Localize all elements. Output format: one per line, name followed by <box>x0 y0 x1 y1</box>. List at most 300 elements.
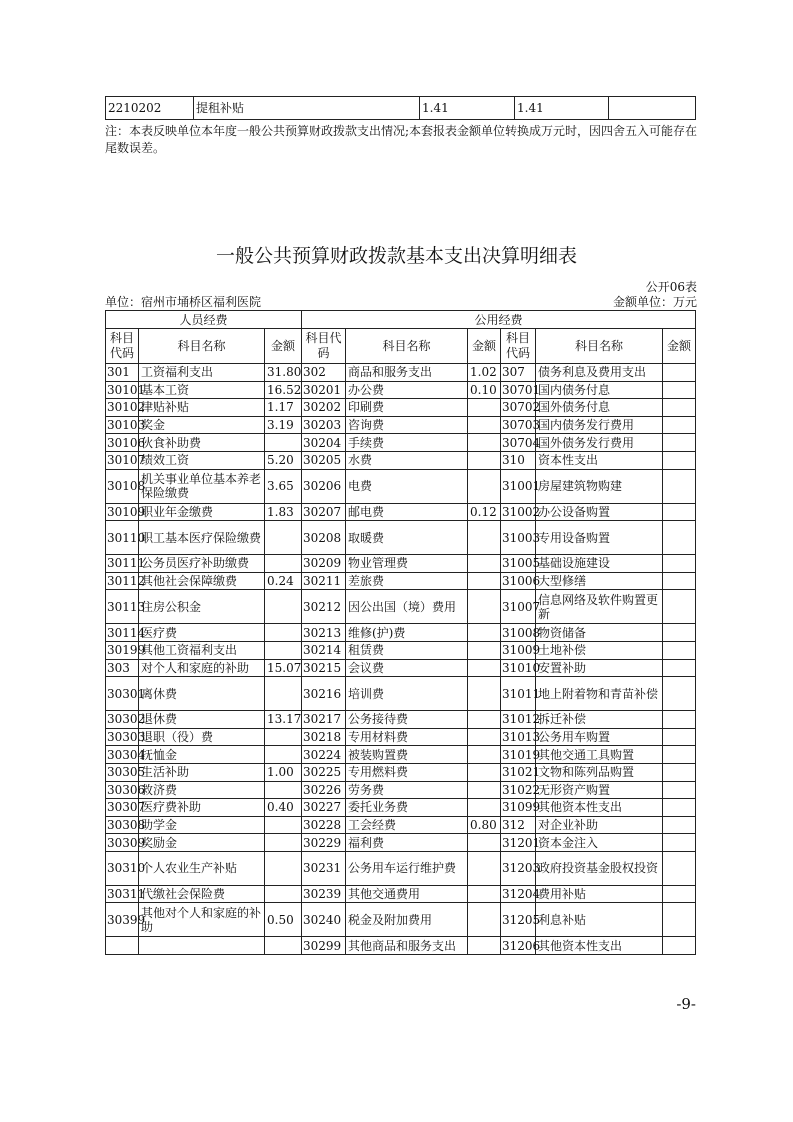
header-amount: 金额 <box>265 329 302 364</box>
cell-amount <box>468 711 501 729</box>
cell-name: 医疗费补助 <box>139 799 265 817</box>
cell-amount <box>663 851 696 885</box>
cell-name: 救济费 <box>139 781 265 799</box>
cell-amount <box>663 816 696 834</box>
cell-code: 31006 <box>502 574 541 589</box>
cell-name: 助学金 <box>139 816 265 834</box>
table-row <box>106 572 696 590</box>
cell-code: 30307 <box>107 800 146 815</box>
cell-code: 30228 <box>302 816 346 834</box>
cell-amount: 0.40 <box>265 799 302 817</box>
header-name: 科目名称 <box>346 329 468 364</box>
table-row <box>106 364 696 382</box>
cell-code: 31002 <box>502 504 541 519</box>
cell-code <box>106 937 139 955</box>
cell-code: 30703 <box>502 418 541 433</box>
cell-amount <box>663 399 696 417</box>
cell-code: 30701 <box>502 382 541 397</box>
cell-amount <box>663 469 696 503</box>
cell-amount <box>468 834 501 852</box>
table-row <box>106 555 696 573</box>
cell-amount: 1.83 <box>265 503 302 521</box>
cell-amount <box>663 677 696 711</box>
header-code: 科目代码 <box>501 329 536 364</box>
cell-code: 30224 <box>302 746 346 764</box>
unit-label: 单位：宿州市埇桥区福利医院 <box>105 295 262 309</box>
cell-amount <box>265 434 302 452</box>
cell-amount <box>265 677 302 711</box>
cell-amount <box>468 555 501 573</box>
cell-code: 30306 <box>107 782 146 797</box>
cell-code: 30227 <box>302 799 346 817</box>
cell-amount <box>663 364 696 382</box>
cell-code: 30112 <box>107 574 146 589</box>
cell-code: 30304 <box>107 747 146 762</box>
table-row <box>106 641 696 659</box>
cell-code: 30217 <box>302 711 346 729</box>
cell-code: 303 <box>106 659 139 677</box>
cell-code: 30201 <box>302 381 346 399</box>
cell-code: 30209 <box>302 555 346 573</box>
cell-amount <box>468 851 501 885</box>
cell-amount <box>663 746 696 764</box>
cell-name: 电费 <box>346 469 468 503</box>
cell-code: 30108 <box>106 469 139 503</box>
cell-col3: 1.41 <box>420 97 515 120</box>
cell-amount: 3.19 <box>265 416 302 434</box>
cell-amount: 3.65 <box>265 469 302 503</box>
cell-name: 公务用车购置 <box>536 728 663 746</box>
header-amount: 金额 <box>663 329 696 364</box>
cell-amount <box>663 503 696 521</box>
cell-amount <box>663 937 696 955</box>
table-row <box>106 746 696 764</box>
cell-name <box>139 937 265 955</box>
cell-code: 31013 <box>502 730 541 745</box>
cell-code: 30240 <box>302 903 346 937</box>
table-row <box>106 903 696 937</box>
cell-code: 31011 <box>501 677 536 711</box>
header-name: 科目名称 <box>139 329 265 364</box>
header-name: 科目名称 <box>536 329 663 364</box>
cell-amount <box>663 763 696 781</box>
cell-amount <box>468 746 501 764</box>
cell-name: 费用补贴 <box>536 885 663 903</box>
cell-amount <box>265 885 302 903</box>
cell-amount <box>663 624 696 642</box>
cell-name: 公务员医疗补助缴费 <box>139 555 265 573</box>
cell-code: 30301 <box>106 677 139 711</box>
cell-code: 30399 <box>106 903 139 937</box>
cell-name: 其他交通工具购置 <box>536 746 663 764</box>
cell-name: 利息补贴 <box>536 903 663 937</box>
table-row <box>106 434 696 452</box>
cell-amount: 5.20 <box>265 451 302 469</box>
cell-name: 办公费 <box>346 381 468 399</box>
cell-name: 税金及附加费用 <box>346 903 468 937</box>
cell-code: 301 <box>106 364 139 382</box>
cell-code: 30207 <box>302 503 346 521</box>
cell-amount: 15.07 <box>265 659 302 677</box>
cell-code: 31204 <box>502 887 541 902</box>
cell-amount <box>265 624 302 642</box>
cell-amount <box>663 728 696 746</box>
cell-name: 差旅费 <box>346 572 468 590</box>
cell-amount <box>663 572 696 590</box>
cell-amount <box>663 711 696 729</box>
cell-amount <box>265 555 302 573</box>
cell-name: 国外债务发行费用 <box>536 434 663 452</box>
table-row <box>106 711 696 729</box>
cell-code: 310 <box>501 451 536 469</box>
cell-code: 31203 <box>501 851 536 885</box>
cell-code: 30214 <box>302 641 346 659</box>
cell-code: 30111 <box>107 556 146 571</box>
cell-name: 医疗费 <box>139 624 265 642</box>
cell-name: 委托业务费 <box>346 799 468 817</box>
cell-amount <box>468 885 501 903</box>
header-amount: 金额 <box>468 329 501 364</box>
cell-name: 维修(护)费 <box>346 624 468 642</box>
cell-amount <box>468 659 501 677</box>
cell-amount <box>468 521 501 555</box>
table-row <box>106 451 696 469</box>
cell-code: 30203 <box>302 416 346 434</box>
cell-code: 30204 <box>302 434 346 452</box>
cell-name: 租赁费 <box>346 641 468 659</box>
cell-amount <box>468 572 501 590</box>
cell-name: 其他交通费用 <box>346 885 468 903</box>
cell-name: 公务用车运行维护费 <box>346 851 468 885</box>
cell-name: 手续费 <box>346 434 468 452</box>
page-title: 一般公共预算财政拨款基本支出决算明细表 <box>215 245 577 267</box>
form-number: 公开06表 <box>645 280 697 294</box>
cell-code: 31001 <box>501 469 536 503</box>
cell-name: 公务接待费 <box>346 711 468 729</box>
table-row <box>106 503 696 521</box>
cell-name: 房屋建筑物购建 <box>536 469 663 503</box>
cell-amount <box>663 521 696 555</box>
cell-amount <box>663 381 696 399</box>
cell-name: 其他社会保障缴费 <box>139 572 265 590</box>
cell-code: 30211 <box>302 572 346 590</box>
cell-amount <box>468 937 501 955</box>
cell-code: 30215 <box>302 659 346 677</box>
cell-name: 培训费 <box>346 677 468 711</box>
table-row <box>106 885 696 903</box>
cell-code: 30308 <box>107 817 146 832</box>
page-number: -9- <box>676 995 696 1013</box>
cell-name: 职工基本医疗保险缴费 <box>139 521 265 555</box>
table-row <box>106 659 696 677</box>
cell-amount <box>663 659 696 677</box>
cell-amount <box>265 816 302 834</box>
cell-name: 退职（役）费 <box>139 728 265 746</box>
cell-amount <box>468 624 501 642</box>
cell-code: 31205 <box>501 903 536 937</box>
cell-name: 物业管理费 <box>346 555 468 573</box>
cell-amount <box>663 416 696 434</box>
cell-code: 30113 <box>106 590 139 624</box>
cell-code: 30114 <box>107 625 146 640</box>
cell-name: 专用设备购置 <box>536 521 663 555</box>
cell-code: 31019 <box>502 747 541 762</box>
expenditure-detail-table <box>105 310 696 955</box>
cell-amount <box>468 434 501 452</box>
cell-name: 其他工资福利支出 <box>139 641 265 659</box>
cell-code: 31007 <box>501 590 536 624</box>
cell-name: 国外债务付息 <box>536 399 663 417</box>
table-row <box>106 816 696 834</box>
cell-code: 30239 <box>302 885 346 903</box>
cell-amount <box>265 834 302 852</box>
cell-name: 抚恤金 <box>139 746 265 764</box>
cell-amount: 31.80 <box>265 364 302 382</box>
cell-amount <box>265 746 302 764</box>
table-row <box>106 399 696 417</box>
cell-code: 30311 <box>107 887 146 902</box>
cell-amount: 0.12 <box>468 503 501 521</box>
cell-amount <box>663 434 696 452</box>
amount-unit-label: 金额单位：万元 <box>612 295 697 309</box>
cell-amount: 0.50 <box>265 903 302 937</box>
cell-amount <box>663 555 696 573</box>
cell-name: 工会经费 <box>346 816 468 834</box>
cell-code: 30302 <box>107 712 146 727</box>
cell-amount <box>468 416 501 434</box>
cell-code: 30702 <box>502 400 541 415</box>
cell-code: 30106 <box>107 435 146 450</box>
cell-amount <box>468 781 501 799</box>
cell-name: 对企业补助 <box>536 816 663 834</box>
cell-code: 30103 <box>107 418 146 433</box>
cell-name: 个人农业生产补贴 <box>139 851 265 885</box>
cell-code: 30199 <box>107 643 146 658</box>
cell-name: 信息网络及软件购置更新 <box>536 590 663 624</box>
cell-col4: 1.41 <box>515 97 609 120</box>
cell-name: 物资储备 <box>536 624 663 642</box>
cell-code: 31206 <box>502 938 541 953</box>
cell-amount: 1.02 <box>468 364 501 382</box>
cell-code: 30102 <box>107 400 146 415</box>
cell-name: 取暖费 <box>346 521 468 555</box>
cell-amount <box>468 903 501 937</box>
table-row <box>106 381 696 399</box>
cell-code: 31005 <box>502 556 541 571</box>
table-row <box>106 851 696 885</box>
cell-amount <box>265 641 302 659</box>
cell-code: 31022 <box>502 782 541 797</box>
cell-amount <box>663 885 696 903</box>
cell-code: 30110 <box>106 521 139 555</box>
table-row <box>106 834 696 852</box>
cell-name: 伙食补助费 <box>139 434 265 452</box>
table-row <box>106 624 696 642</box>
cell-code: 30225 <box>302 763 346 781</box>
cell-code: 31021 <box>502 765 541 780</box>
cell-amount <box>265 781 302 799</box>
table-row <box>106 799 696 817</box>
cell-name: 资本金注入 <box>536 834 663 852</box>
cell-amount: 16.52 <box>265 381 302 399</box>
cell-amount <box>663 834 696 852</box>
cell-amount <box>663 781 696 799</box>
table-row <box>106 590 696 624</box>
cell-code: 30206 <box>302 469 346 503</box>
cell-name: 退休费 <box>139 711 265 729</box>
table-note: 注：本表反映单位本年度一般公共预算财政拨款支出情况;本套报表金额单位转换成万元时，因四舍五入可能存在尾数误差。 <box>105 124 698 155</box>
cell-name: 住房公积金 <box>139 590 265 624</box>
cell-name: 其他资本性支出 <box>536 937 663 955</box>
cell-name: 专用材料费 <box>346 728 468 746</box>
cell-code: 30226 <box>302 781 346 799</box>
cell-amount <box>468 799 501 817</box>
cell-code: 30231 <box>302 851 346 885</box>
cell-name: 代缴社会保险费 <box>139 885 265 903</box>
cell-code: 30305 <box>107 765 146 780</box>
cell-col5 <box>609 97 696 120</box>
cell-name: 基本工资 <box>139 381 265 399</box>
cell-name: 商品和服务支出 <box>346 364 468 382</box>
cell-code: 30216 <box>302 677 346 711</box>
cell-name: 地上附着物和青苗补偿 <box>536 677 663 711</box>
table-row <box>106 937 696 955</box>
cell-name: 会议费 <box>346 659 468 677</box>
cell-code: 30205 <box>302 451 346 469</box>
cell-amount <box>468 399 501 417</box>
cell-name: 印刷费 <box>346 399 468 417</box>
cell-amount <box>663 903 696 937</box>
cell-code: 307 <box>501 364 536 382</box>
cell-amount <box>663 641 696 659</box>
cell-name: 拆迁补偿 <box>536 711 663 729</box>
header-code: 科目代码 <box>106 329 139 364</box>
cell-code: 30303 <box>107 730 146 745</box>
cell-name: 办公设备购置 <box>536 503 663 521</box>
previous-table-tail <box>105 96 696 120</box>
cell-name: 政府投资基金股权投资 <box>536 851 663 885</box>
cell-name: 工资福利支出 <box>139 364 265 382</box>
cell-name: 邮电费 <box>346 503 468 521</box>
table-row <box>106 781 696 799</box>
table-row <box>106 97 696 120</box>
cell-name: 生活补助 <box>139 763 265 781</box>
cell-code: 30309 <box>107 835 146 850</box>
cell-amount: 0.10 <box>468 381 501 399</box>
cell-amount <box>468 451 501 469</box>
table-row <box>106 677 696 711</box>
cell-amount <box>265 851 302 885</box>
cell-name: 劳务费 <box>346 781 468 799</box>
cell-code: 31009 <box>502 643 541 658</box>
cell-name: 津贴补贴 <box>139 399 265 417</box>
cell-code: 30213 <box>302 624 346 642</box>
table-row <box>106 763 696 781</box>
cell-amount <box>468 677 501 711</box>
cell-name: 无形资产购置 <box>536 781 663 799</box>
cell-name: 奖金 <box>139 416 265 434</box>
cell-code: 31099 <box>502 800 541 815</box>
cell-code: 31003 <box>501 521 536 555</box>
cell-code: 30101 <box>107 382 146 397</box>
cell-amount: 1.17 <box>265 399 302 417</box>
cell-code: 31008 <box>502 625 541 640</box>
cell-code: 302 <box>302 364 346 382</box>
cell-name: 职业年金缴费 <box>139 503 265 521</box>
cell-code: 312 <box>501 816 536 834</box>
cell-name: 水费 <box>346 451 468 469</box>
cell-amount <box>468 641 501 659</box>
cell-code: 30208 <box>302 521 346 555</box>
table-row <box>106 728 696 746</box>
cell-name: 因公出国（境）费用 <box>346 590 468 624</box>
cell-name: 资本性支出 <box>536 451 663 469</box>
cell-name: 绩效工资 <box>139 451 265 469</box>
cell-amount: 1.00 <box>265 763 302 781</box>
cell-name: 提租补贴 <box>194 97 420 120</box>
cell-name: 国内债务发行费用 <box>536 416 663 434</box>
cell-name: 对个人和家庭的补助 <box>139 659 265 677</box>
cell-name: 专用燃料费 <box>346 763 468 781</box>
cell-code: 30202 <box>302 399 346 417</box>
header-code: 科目代码 <box>302 329 346 364</box>
cell-name: 其他资本性支出 <box>536 799 663 817</box>
cell-code: 30704 <box>502 435 541 450</box>
cell-name: 被装购置费 <box>346 746 468 764</box>
cell-name: 土地补偿 <box>536 641 663 659</box>
cell-name: 福利费 <box>346 834 468 852</box>
cell-code: 30109 <box>107 504 146 519</box>
cell-name: 大型修缮 <box>536 572 663 590</box>
cell-code: 31012 <box>502 712 541 727</box>
cell-name: 机关事业单位基本养老保险缴费 <box>139 469 265 503</box>
cell-name: 国内债务付息 <box>536 381 663 399</box>
cell-amount <box>468 728 501 746</box>
cell-name: 奖励金 <box>139 834 265 852</box>
cell-name: 离休费 <box>139 677 265 711</box>
cell-amount <box>663 799 696 817</box>
cell-name: 基础设施建设 <box>536 555 663 573</box>
cell-amount: 13.17 <box>265 711 302 729</box>
cell-code: 30229 <box>302 834 346 852</box>
cell-amount <box>265 521 302 555</box>
cell-amount <box>468 763 501 781</box>
cell-amount: 0.24 <box>265 572 302 590</box>
cell-name: 文物和陈列品购置 <box>536 763 663 781</box>
cell-name: 咨询费 <box>346 416 468 434</box>
cell-code: 2210202 <box>106 97 194 120</box>
cell-amount <box>265 590 302 624</box>
cell-amount <box>663 451 696 469</box>
table-row <box>106 416 696 434</box>
cell-name: 其他商品和服务支出 <box>346 937 468 955</box>
cell-name: 安置补助 <box>536 659 663 677</box>
table-row <box>106 521 696 555</box>
cell-amount <box>468 469 501 503</box>
cell-code: 30218 <box>302 728 346 746</box>
header-personnel: 人员经费 <box>106 311 302 329</box>
cell-amount: 0.80 <box>468 816 501 834</box>
cell-code: 30212 <box>302 590 346 624</box>
cell-amount <box>468 590 501 624</box>
cell-code: 30310 <box>106 851 139 885</box>
cell-code: 31201 <box>502 835 541 850</box>
table-row <box>106 469 696 503</box>
cell-name: 其他对个人和家庭的补助 <box>139 903 265 937</box>
header-public: 公用经费 <box>302 311 696 329</box>
cell-code: 31010 <box>502 660 541 675</box>
cell-amount <box>265 937 302 955</box>
